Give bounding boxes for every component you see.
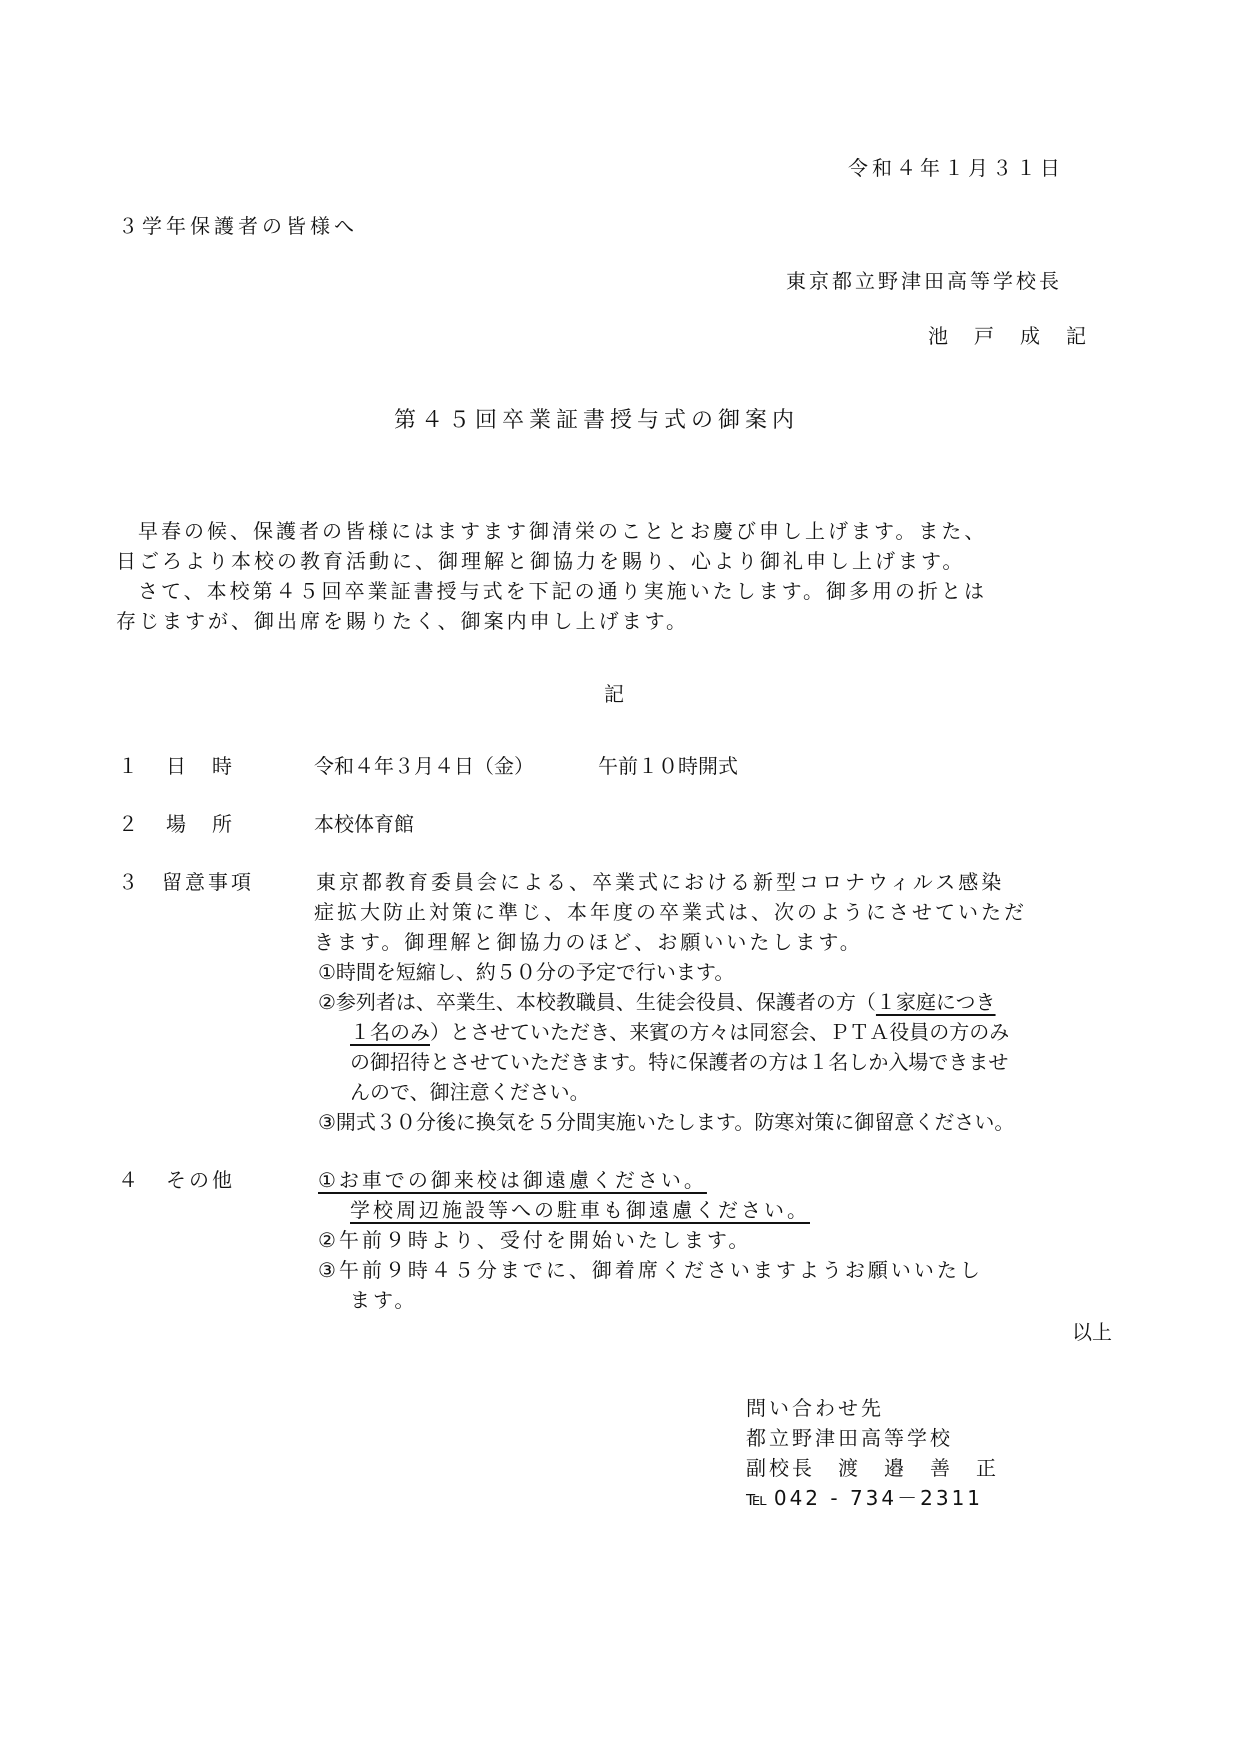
- body-line-2: 日ごろより本校の教育活動に、御理解と御協力を賜り、心より御礼申し上げます。: [116, 549, 966, 573]
- item3-note-2-line-3: の御招待とさせていただきます。特に保護者の方は１名しか入場できませ: [350, 1050, 1009, 1074]
- item1-date: 令和４年３月４日（金）: [314, 754, 534, 778]
- page-title: 第４５回卒業証書授与式の御案内: [394, 408, 800, 433]
- item3-note-2-line-2: [350, 1016, 1009, 1045]
- item4-note-1a: ①お車での御来校は御遠慮ください。: [318, 1168, 707, 1192]
- item3-note-2-line-4: んので、御注意ください。: [350, 1080, 590, 1104]
- item3-note-2-underline-2: １名のみ: [350, 1020, 430, 1044]
- body-line-1: 早春の候、保護者の皆様にはますます御清栄のこととお慶び申し上げます。また、: [138, 519, 988, 543]
- item3-line-2: 症拡大防止対策に準じ、本年度の卒業式は、次のようにさせていただ: [314, 900, 1027, 924]
- contact-heading: 問い合わせ先: [746, 1396, 884, 1420]
- item4-note-2: ②午前９時より、受付を開始いたします。: [318, 1228, 752, 1252]
- item2-number: ２: [118, 812, 138, 836]
- item2-value: 本校体育館: [314, 812, 414, 836]
- item2-label: 場 所: [166, 812, 235, 836]
- recipient: ３学年保護者の皆様へ: [118, 214, 358, 238]
- item1-number: １: [118, 754, 138, 778]
- telephone-icon: ℡: [746, 1486, 768, 1510]
- item4-note-1b: 学校周辺施設等への駐車も御遠慮ください。: [350, 1198, 810, 1222]
- item3-note-2-after: ）とさせていただき、来賓の方々は同窓会、ＰＴＡ役員の方のみ: [430, 1020, 1010, 1044]
- ki-heading: 記: [604, 682, 624, 706]
- item4-note-3a: ③午前９時４５分までに、御着席くださいますようお願いいたし: [318, 1258, 983, 1282]
- body-line-3: さて、本校第４５回卒業証書授与式を下記の通り実施いたします。御多用の折とは: [138, 579, 987, 603]
- item3-label: 留意事項: [162, 870, 254, 894]
- item1-label: 日 時: [166, 754, 235, 778]
- item1-time: 午前１０時開式: [598, 754, 738, 778]
- sender-school: 東京都立野津田高等学校長: [786, 269, 1062, 293]
- item3-line-1: 東京都教育委員会による、卒業式における新型コロナウィルス感染: [316, 870, 1005, 894]
- item4-number: ４: [118, 1168, 138, 1192]
- item3-note-2-underline-1: １家庭につき: [875, 990, 996, 1014]
- contact-person: 副校長 渡 邉 善 正: [746, 1456, 999, 1480]
- contact-phone: [746, 1482, 983, 1511]
- item3-number: ３: [118, 870, 138, 894]
- item3-note-3: ③開式３０分後に換気を５分間実施いたします。防寒対策に御留意ください。: [318, 1110, 1015, 1134]
- item4-note-3b: ます。: [350, 1288, 418, 1312]
- item4-label: その他: [166, 1168, 235, 1192]
- item3-note-2-head: ②参列者は、卒業生、本校教職員、生徒会役員、保護者の方（: [318, 990, 876, 1014]
- item3-line-3: きます。御理解と御協力のほど、お願いいたします。: [314, 930, 863, 954]
- sender-name: 池 戸 成 記: [928, 324, 1089, 348]
- contact-phone-number: 042 - 734－2311: [773, 1486, 984, 1510]
- body-line-4: 存じますが、御出席を賜りたく、御案内申し上げます。: [116, 609, 689, 633]
- item3-note-1: ①時間を短縮し、約５０分の予定で行います。: [318, 960, 735, 984]
- item3-note-2-line-1: [318, 986, 996, 1015]
- closing-text: 以上: [1072, 1320, 1112, 1344]
- contact-school: 都立野津田高等学校: [746, 1426, 953, 1450]
- document-date: 令和４年１月３１日: [848, 156, 1064, 180]
